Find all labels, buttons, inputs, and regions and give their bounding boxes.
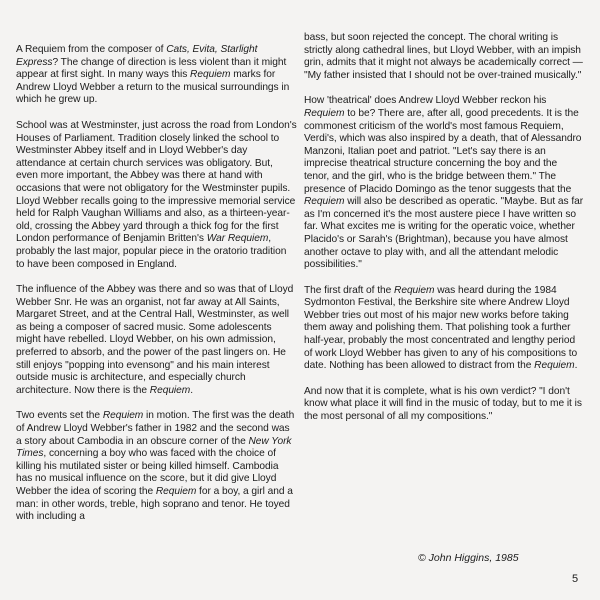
requiem-title: Requiem	[149, 384, 191, 396]
requiem-title: Requiem	[534, 360, 575, 372]
requiem-title: Requiem	[304, 107, 345, 119]
right-column	[304, 32, 585, 424]
paragraph: Two events set the Requiem in motion. The first was the death of Andrew Lloyd Webber's father in 1982 and the second was a story about Cambodia in an obscure corner of the New York Times, concerning a boy who was faced with the choice of killing his mutilated sister or being killed himself. Cambodia has no musical influence on the score, but it did give Lloyd Webber the idea of scoring the Requiem for a boy, a girl and a man: in other words, treble, high soprano and tenor. He toyed with including a	[16, 410, 295, 523]
newspaper-title: New York Times	[16, 435, 292, 460]
paragraph: The influence of the Abbey was there and so was that of Lloyd Webber Snr. He was an organist, not far away at All Saints, Margaret Street, and at the Central Hall, Westminster, as well as being a composer of sacred music. Some adolescents might have rebelled. Lloyd Webber, on his own admission, preferred to absorb, and the power of the past lingers on. He still enjoys "popping into evensong" and his main interest outside music is architecture, and especially church architecture. Now there is the Requiem.	[16, 284, 294, 396]
page-number: 5	[572, 573, 579, 585]
musical-titles: Cats, Evita, Starlight Express	[16, 44, 258, 68]
paragraph: bass, but soon rejected the concept. The choral writing is strictly along cathedral lines, but Lloyd Webber, with an impish grin, admits that it might not always be academically correct — "My father insisted that I should not be over-trained musically."	[304, 32, 583, 81]
paragraph: A Requiem from the composer of Cats, Evita, Starlight Express? The change of direction is less violent than it might appear at first sight. In many ways this Requiem marks for Andrew Lloyd Webber a return to the musical surroundings in which he grew up.	[16, 44, 290, 106]
paragraph: School was at Westminster, just across the road from London's Houses of Parliament. Tradition closely linked the school to Westminster Abbey itself and in Lloyd Webber's day attendance at certain church services was obligatory. But, even more important, the Abbey was there at hand with occasions that were not obligatory for the Westminster pupils. Lloyd Webber recalls going to the impressive memorial service held for Ralph Vaughan Williams and also, as a thirteen-year-old, crossing the Abbey yard through a thick fog for the first London performance of Benjamin Britten's War Requiem, probably the last major, popular piece in the oratorio tradition to have been composed in England.	[16, 119, 297, 270]
author-credit: © John Higgins, 1985	[418, 552, 519, 564]
paragraph: And now that it is complete, what is his own verdict? "I don't know what place it will find in the music of today, but to me it is the most personal of all my compositions."	[304, 385, 582, 423]
requiem-title: Requiem	[394, 284, 435, 296]
left-column	[16, 44, 297, 524]
requiem-title: Requiem	[304, 196, 345, 208]
requiem-title: Requiem	[190, 69, 231, 81]
paragraph: How 'theatrical' does Andrew Lloyd Webber reckon his Requiem to be? There are, after all, good precedents. It is the commonest criticism of the world's most famous Requiem, Verdi's, which was also inspired by a death, that of Alessandro Manzoni, Italian poet and patriot. "Let's say there is an imprecise theatrical structure concerning the boy and the tenor, and the girl, who is the bridge between them." The presence of Placido Domingo as the tenor suggests that the Requiem will also be described as operatic. "Maybe. But as far as I'm concerned it's the most austere piece I have written so far. What excites me is writing for the operatic voice, whether Placido's or Sarah's (Brightman), because you have almost another octave to play with, and all the attendant melodic possibilities."	[304, 95, 584, 271]
paragraph: The first draft of the Requiem was heard during the 1984 Sydmonton Festival, the Berkshire site where Andrew Lloyd Webber tries out most of his major new works before taking them away and polishing them. That polishing took a further half-year, probably the most concentrated and lengthy period of work Lloyd Webber has given to any of his compositions to date. Nothing has been allowed to distract from the Requiem.	[304, 284, 578, 372]
war-requiem-title: War Requiem	[206, 233, 269, 245]
requiem-title: Requiem	[155, 486, 197, 497]
requiem-title: Requiem	[102, 410, 144, 422]
